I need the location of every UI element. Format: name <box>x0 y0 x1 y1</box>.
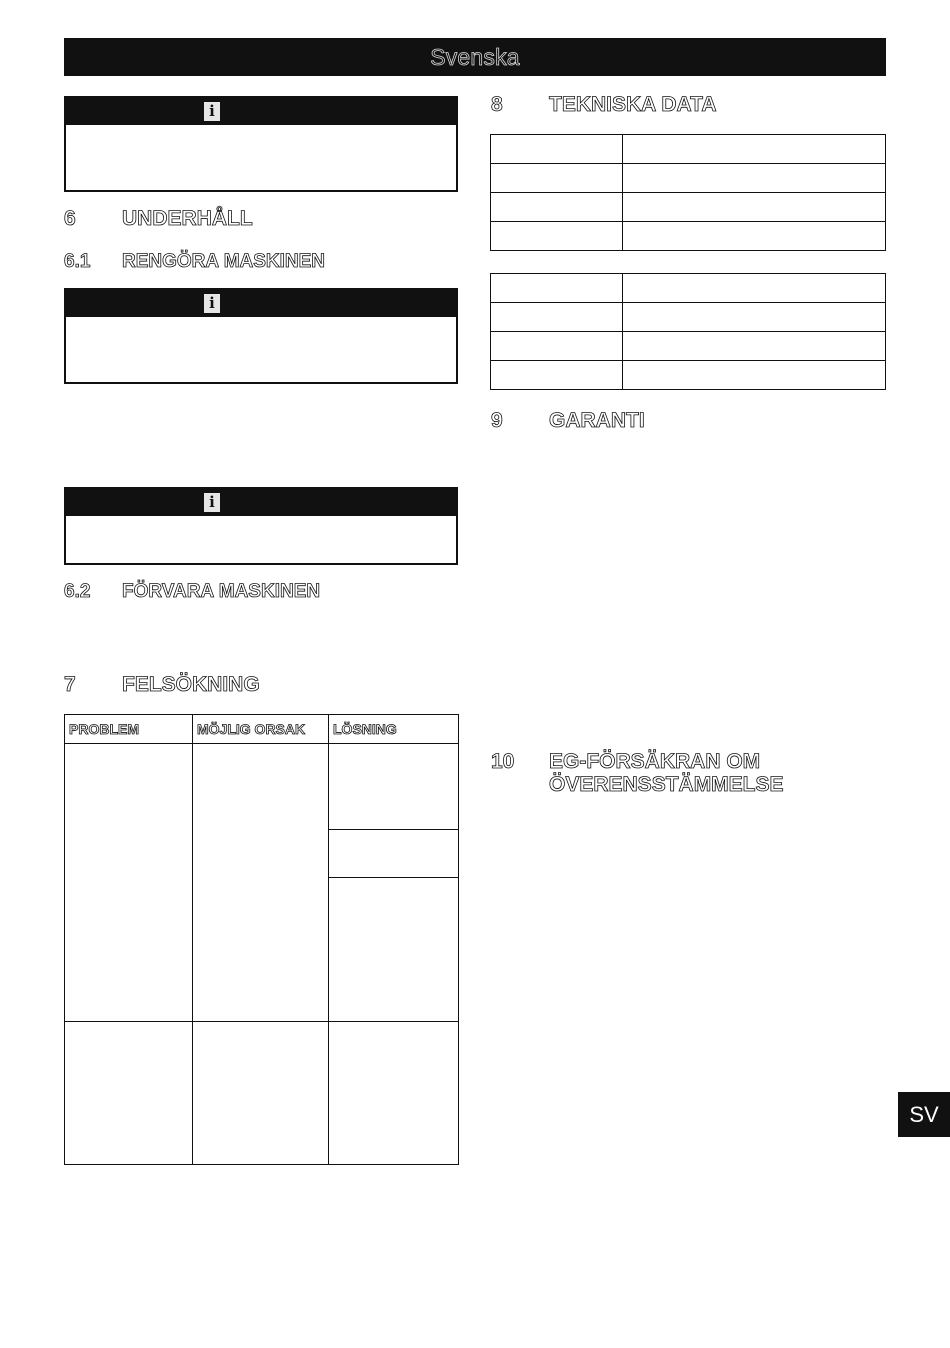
section-9-number: 9 <box>491 409 503 432</box>
section-9-heading: GARANTI <box>549 409 645 432</box>
table-row <box>491 164 886 193</box>
info-icon: i <box>204 493 220 512</box>
table-cell <box>491 222 623 251</box>
section-6-1-number: 6.1 <box>64 251 91 272</box>
table-cell <box>65 744 193 1022</box>
info-box-header <box>66 489 456 516</box>
table-cell <box>65 1022 193 1165</box>
table-cell <box>329 1022 459 1165</box>
table-cell <box>623 332 886 361</box>
table-cell <box>193 1022 329 1165</box>
table-cell <box>623 193 886 222</box>
table-cell <box>329 830 459 878</box>
table-cell <box>623 361 886 390</box>
section-6-2-heading: FÖRVARA MASKINEN <box>122 581 321 602</box>
section-10-heading-line2: ÖVERENSSTÄMMELSE <box>549 773 784 796</box>
language-tab-label: SV <box>909 1101 939 1127</box>
table-header-row <box>65 715 459 744</box>
table-row <box>491 274 886 303</box>
table-row <box>491 222 886 251</box>
info-box <box>64 288 458 384</box>
table-cell <box>623 303 886 332</box>
table-cell <box>491 361 623 390</box>
table-cell <box>329 744 459 830</box>
info-box <box>64 96 458 192</box>
section-6-1-heading: RENGÖRA MASKINEN <box>122 251 326 272</box>
table-cell <box>193 744 329 1022</box>
table-cell <box>491 274 623 303</box>
column-header-cause: MÖJLIG ORSAK <box>193 715 329 744</box>
info-icon: i <box>204 102 220 121</box>
column-header-solution: LÖSNING <box>329 715 459 744</box>
section-6-heading: UNDERHÅLL <box>122 207 253 230</box>
technical-data-table <box>490 273 886 390</box>
table-row <box>65 744 459 830</box>
table-row <box>491 303 886 332</box>
table-row <box>491 193 886 222</box>
table-cell <box>623 135 886 164</box>
info-box-header <box>66 98 456 125</box>
table-cell <box>623 164 886 193</box>
column-header-problem: PROBLEM <box>65 715 193 744</box>
technical-data-table <box>490 134 886 251</box>
table-cell <box>491 303 623 332</box>
section-7-number: 7 <box>64 673 76 696</box>
table-cell <box>623 274 886 303</box>
section-10-number: 10 <box>491 750 515 773</box>
section-8-number: 8 <box>491 93 503 116</box>
table-cell <box>491 332 623 361</box>
table-row <box>65 1022 459 1165</box>
language-tab <box>898 1092 950 1137</box>
section-6-2-number: 6.2 <box>64 581 91 602</box>
table-row <box>491 361 886 390</box>
table-row <box>491 135 886 164</box>
info-box <box>64 487 458 565</box>
section-8-heading: TEKNISKA DATA <box>549 93 717 116</box>
page-title: Svenska <box>430 43 520 70</box>
table-cell <box>491 135 623 164</box>
section-10-heading-line1: EG-FÖRSÄKRAN OM <box>549 750 761 773</box>
info-icon: i <box>204 294 220 313</box>
section-7-heading: FELSÖKNING <box>122 673 260 696</box>
table-cell <box>623 222 886 251</box>
info-box-header <box>66 290 456 317</box>
page-header-bar <box>64 38 886 76</box>
table-cell <box>329 878 459 1022</box>
table-cell <box>491 164 623 193</box>
section-6-number: 6 <box>64 207 76 230</box>
table-row <box>491 332 886 361</box>
table-cell <box>491 193 623 222</box>
troubleshooting-table <box>64 714 459 1165</box>
